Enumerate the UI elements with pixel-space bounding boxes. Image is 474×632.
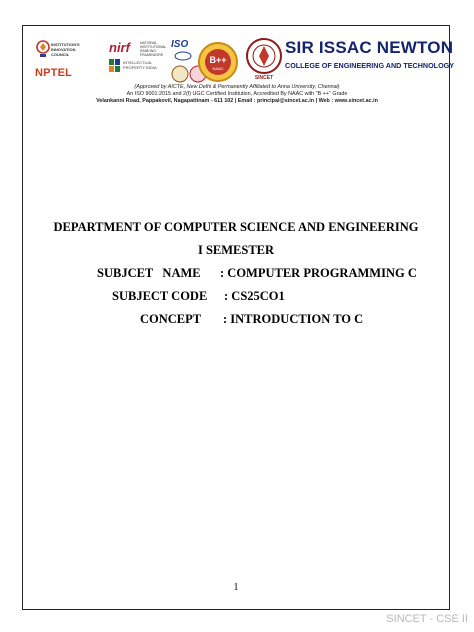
sincet-emblem [245,37,285,83]
naac-logo [197,41,239,83]
ip-india-logo [109,59,169,79]
semester-title: I SEMESTER [197,243,275,257]
sincet-emblem-icon [245,37,283,75]
certification-line: An ISO 9001:2015 and 2(f) UGC Certified Institution, Accredited By NAAC with "B ++" Grade [126,91,348,97]
college-address [30,84,444,105]
college-title-block [285,38,455,70]
nirf-label: NATIONAL INSTITUTIONAL RANKING FRAMEWORK [140,41,167,57]
approval-line: (Approved by AICTE, New Delhi & Permanently Affiliated to Anna University, Chennai) [134,84,340,90]
iic-bulb-icon [35,39,51,65]
page-number: 1 [233,582,239,593]
iic-logo [35,39,79,65]
nirf-logo: nirf [109,40,130,55]
iso-label: ISO [171,39,189,50]
ip-india-label: INTELLECTUAL PROPERTY INDIA [123,60,157,70]
sincet-label: SINCET [254,75,274,81]
college-subtitle: COLLEGE OF ENGINEERING AND TECHNOLOGY [285,61,455,70]
footer-watermark: SINCET - CSE II [386,613,468,625]
nptel-logo: NPTEL [35,67,73,79]
iic-label: INSTITUTION'S INNOVATION COUNCIL [51,42,80,57]
ip-india-icon [109,59,121,73]
subject-name-value: : COMPUTER PROGRAMMING C [220,266,417,280]
naac-grade: B++ [209,55,227,65]
college-name: SIR ISSAC NEWTON [285,38,454,57]
concept-value: : INTRODUCTION TO C [223,312,364,326]
subject-code-value: : CS25CO1 [224,289,285,303]
subject-name-label: SUBJCET NAME [97,266,201,280]
iso-logo [171,39,197,59]
naac-label: NAAC [212,66,224,71]
department-title: DEPARTMENT OF COMPUTER SCIENCE AND ENGINEERING [53,220,419,234]
contact-line: Velankanni Road, Pappakovil, Nagapattinam - 611 102 | Email : principal@sincet.ac.in | Web : www.sincet.ac.in [96,98,378,104]
subject-code-label: SUBJECT CODE [112,289,208,303]
iso-globe-icon [171,51,197,61]
concept-label: CONCEPT [140,312,202,326]
